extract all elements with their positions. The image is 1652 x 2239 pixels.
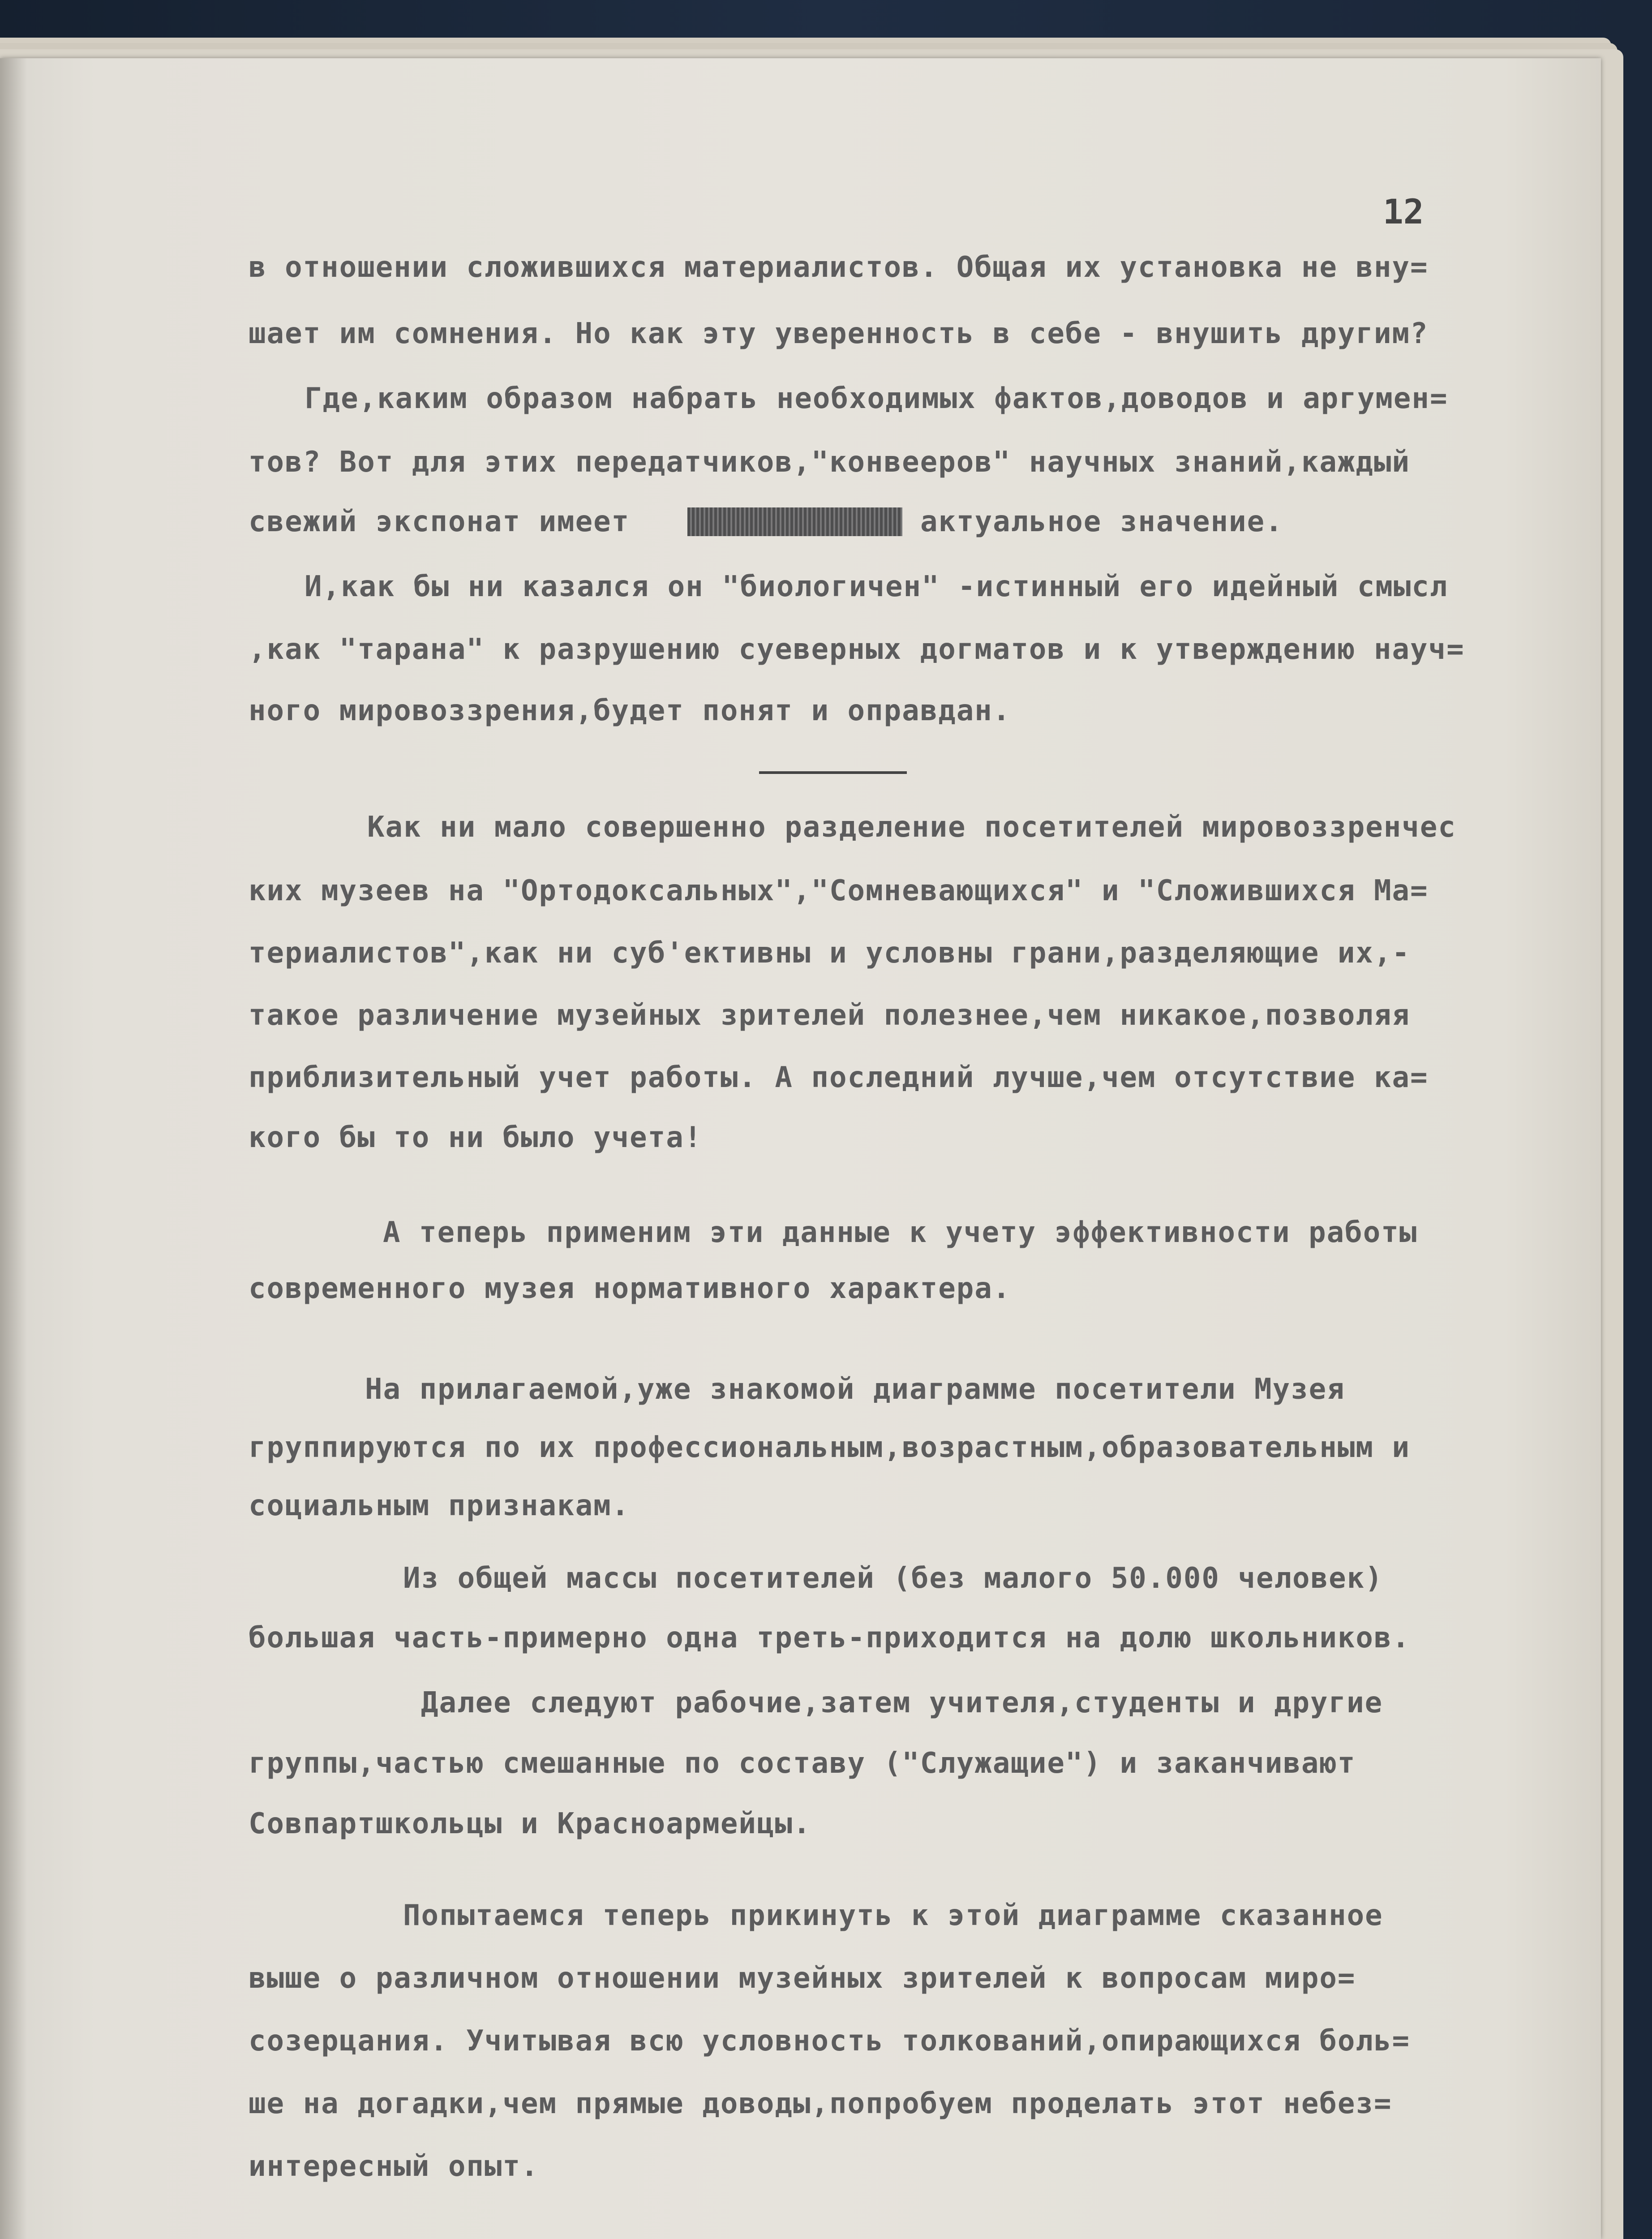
text-line: в отношении сложившихся материалистов. Общая их установка не вну= — [249, 251, 1429, 284]
text-line: Попытаемся теперь прикинуть к этой диаграмме сказанное — [403, 1899, 1383, 1932]
text-line: группы,частью смешанные по составу ("Служащие") и заканчивают — [249, 1747, 1356, 1780]
text-line: группируются по их профессиональным,возрастным,образовательным и — [249, 1431, 1410, 1464]
struck-out-text — [687, 507, 902, 536]
text-line: свежий экспонат имеет — [249, 505, 630, 538]
section-divider — [759, 771, 907, 774]
text-line: Где,каким образом набрать необходимых фактов,доводов и аргумен= — [305, 382, 1448, 415]
text-line: социальным признакам. — [249, 1489, 630, 1522]
text-line: И,как бы ни казался он "биологичен" -истинный его идейный смысл — [305, 570, 1448, 603]
text-line: На прилагаемой,уже знакомой диаграмме посетители Музея — [365, 1373, 1345, 1406]
text-line: интересный опыт. — [249, 2150, 539, 2183]
text-line: Из общей массы посетителей (без малого 50.000 человек) — [403, 1562, 1383, 1595]
text-line: шает им сомнения. Но как эту уверенность в себе - внушить другим? — [249, 317, 1429, 350]
text-line: тов? Вот для этих передатчиков,"конвееров" научных знаний,каждый — [249, 446, 1410, 479]
text-line: ного мировоззрения,будет понят и оправдан. — [249, 694, 1011, 727]
text-line: териалистов",как ни суб'ективны и условны грани,разделяющие их,- — [249, 937, 1410, 970]
text-line: А теперь применим эти данные к учету эффективности работы — [383, 1216, 1418, 1249]
binding-shadow — [0, 58, 27, 2239]
text-line: такое различение музейных зрителей полезнее,чем никакое,позволяя — [249, 999, 1410, 1032]
text-line: кого бы то ни было учета! — [249, 1121, 703, 1154]
text-line: Как ни мало совершенно разделение посетителей мировоззренчес — [367, 811, 1456, 844]
text-line: Далее следуют рабочие,затем учителя,студенты и другие — [421, 1686, 1383, 1719]
text-line: современного музея нормативного характера. — [249, 1272, 1011, 1305]
text-line: выше о различном отношении музейных зрителей к вопросам миро= — [249, 1962, 1356, 1995]
text-line: актуальное значение. — [920, 505, 1283, 538]
text-line: ,как "тарана" к разрушению суеверных догматов и к утверждению науч= — [249, 633, 1465, 666]
text-line: приблизительный учет работы. А последний лучше,чем отсутствие ка= — [249, 1061, 1429, 1094]
text-line: созерцания. Учитывая всю условность толкований,опирающихся боль= — [249, 2024, 1410, 2058]
text-line: большая часть-примерно одна треть-приходится на долю школьников. — [249, 1621, 1410, 1655]
text-line: Совпартшкольцы и Красноармейцы. — [249, 1807, 811, 1840]
text-line: ких музеев на "Ортодоксальных","Сомневающихся" и "Сложившихся Ма= — [249, 874, 1429, 907]
text-line: ше на догадки,чем прямые доводы,попробуем проделать этот небез= — [249, 2087, 1392, 2120]
page-number: 12 — [1383, 192, 1424, 232]
